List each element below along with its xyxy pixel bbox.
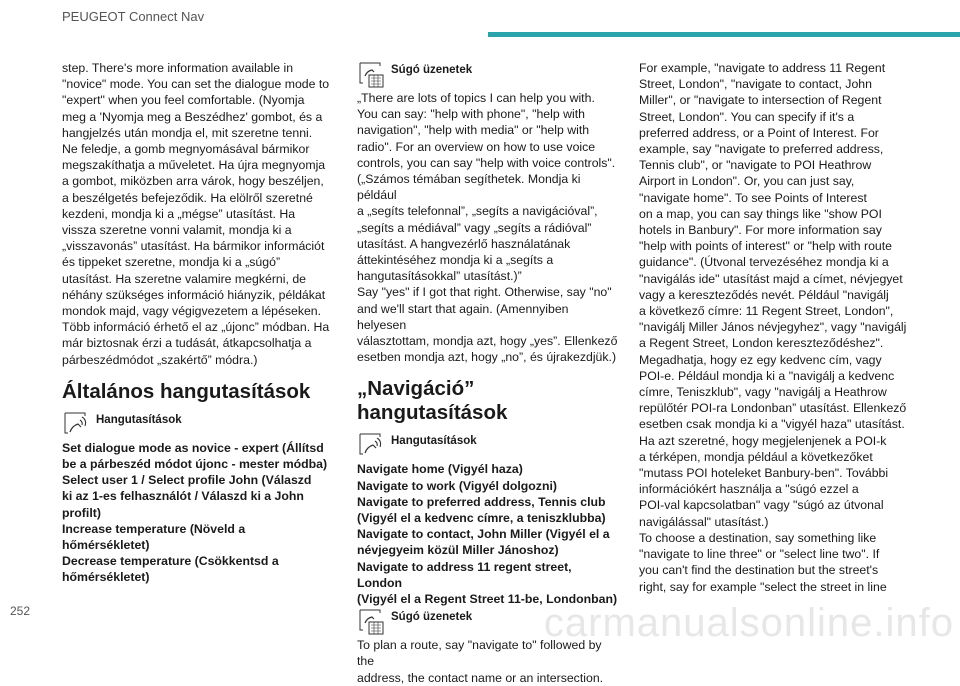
section-heading-general: Általános hangutasítások — [62, 379, 311, 403]
body-text: step. There's more information available in "novice" mode. You can set the dialogue mode to "expert" when you feel comfortable. (Nyomja meg a 'Nyomja meg a Beszédhez' gombot, és a hangjelzés után mondja el, mit szeretne tenni. Ne feledje, a gomb megnyomásával bármikor megszakíthatja a műveletet. Ha újra megnyomja a gombot, miközben arra várok, hogy beszéljen, a beszélgetés befejeződik. Ha elölről szeretné kezdeni, mondja ki a „mégse” utasítást. Ha vissza szeretne vonni valamit, mondja ki a „visszavonás” utasítást. Ha bármikor információt és tippeket szeretne, mondja ki a „súgó” utasítást. Ha szeretne valamire megkérni, de néhány szükséges információ hiányzik, példákat mondok majd, vagy végigvezetem a lépéseken. Több információ érhető el az „újonc” módban. Ha már biztosnak érzi a tudását, átkapcsolhatja a párbeszédmódot „szakértő” módra.) — [62, 61, 330, 367]
note-label: Hangutasítások — [96, 413, 182, 426]
command-list: Navigate home (Vigyél haza) Navigate to work (Vigyél dolgozni) Navigate to preferred address, Tennis club (Vigyél el a kedvenc címre, a teniszklubba) Navigate to contact, John Miller (Vigyél el a névjegyeim közül Miller Jánoshoz) Navigate to address 11 regent street, London (Vigyél el a Regent Street 11-be, Londonban) — [357, 462, 618, 607]
section-heading-navigation: „Navigáció” hangutasítások — [357, 377, 508, 425]
voice-command-note — [357, 431, 620, 461]
column-1 — [62, 60, 348, 586]
command-list: Set dialogue mode as novice - expert (Állítsd be a párbeszéd módot újonc - mester módba) Select user 1 / Select profile John (Válaszd ki az 1-es felhasználót / Válaszd ki a John profilt) Increase temperature (Növeld a hőmérsékletet) Decrease temperature (Csökkentsd a hőmérsékletet) — [62, 440, 328, 585]
voice-command-icon — [357, 431, 387, 461]
body-text: „There are lots of topics I can help you with. You can say: "help with phone", "help with navigation", "help with media" or "help with radio". For an overview on how to use voice controls, you can say "help with voice controls". („Számos témában segíthetek. Mondja ki például a „segíts telefonnal”, „segíts a navigációval”, „segíts a médiával” vagy „segíts a rádióval” utasítást. A hangvezérlő használatának áttekintéséhez mondja ki a „segíts a hangutasításokkal” utasítást.)” Say "yes" if I got that right. Otherwise, say "no" and we'll start that again. (Amennyiben helyesen választottam, mondja azt, hogy „yes”. Ellenkező esetben mondja azt, hogy „no”, és újrakezdjük.) — [357, 91, 618, 365]
watermark: carmanualsonline.info — [543, 601, 954, 645]
help-message-icon — [357, 60, 387, 90]
note-label: Hangutasítások — [391, 435, 477, 448]
voice-command-icon — [62, 410, 92, 440]
header-title: PEUGEOT Connect Nav — [62, 9, 205, 24]
note-label: Súgó üzenetek — [391, 64, 473, 76]
page-number: 252 — [10, 604, 31, 618]
help-message-note — [357, 60, 620, 90]
column-3 — [639, 60, 931, 595]
body-text: For example, "navigate to address 11 Regent Street, London", "navigate to contact, John Miller", or "navigate to intersection of Regent Street, London". You can specify if it's a preferred address, or a Point of Interest. For example, say "navigate to preferred address, Tennis club", or "navigate to POI Heathrow Airport in London". Or, you can just say, "navigate home". To see Points of Interest on a map, you can say things like "show POI hotels in Banbury". For more information say "help with points of interest" or "help with route guidance". (Útvonal tervezéséhez mondja ki a "navigálás ide" utasítást majd a címet, névjegyet vagy a kereszteződés nevét. Például "navigálj a következő címre: 11 Regent Street, London", "navigálj Miller János névjegyhez", vagy "navigálj a Regent Street, London kereszteződéshez". Megadhatja, hogy ez egy kedvenc cím, vagy POI-e. Például mondja ki a "navigálj a kedvenc címre, Teniszklub", vagy "navigálj a Heathrow repülőtér POI-ra Londonban” utasítást. Ellenkező esetben csak mondja ki a "vigyél haza" utasítást. Ha azt szeretné, hogy megjelenjenek a POI-k a térképen, mondja például a következőket "mutass POI hoteleket Banbury-ben". További információkért használja a "súgó ezzel a POI-val kapcsolatban" vagy "súgó az útvonal navigálással" utasítást.) To choose a destination, say something like "navigate to line three" or "select line two". If you can't find the destination but the street's right, say for example "select the street in line — [639, 61, 907, 594]
note-label: Súgó üzenetek — [391, 611, 473, 624]
voice-command-note — [62, 410, 348, 440]
column-2 — [357, 60, 620, 686]
body-text: To plan a route, say "navigate to" followed by the address, the contact name or an intersection. — [357, 638, 604, 685]
help-message-icon — [357, 607, 387, 637]
header-accent-bar — [488, 32, 960, 37]
